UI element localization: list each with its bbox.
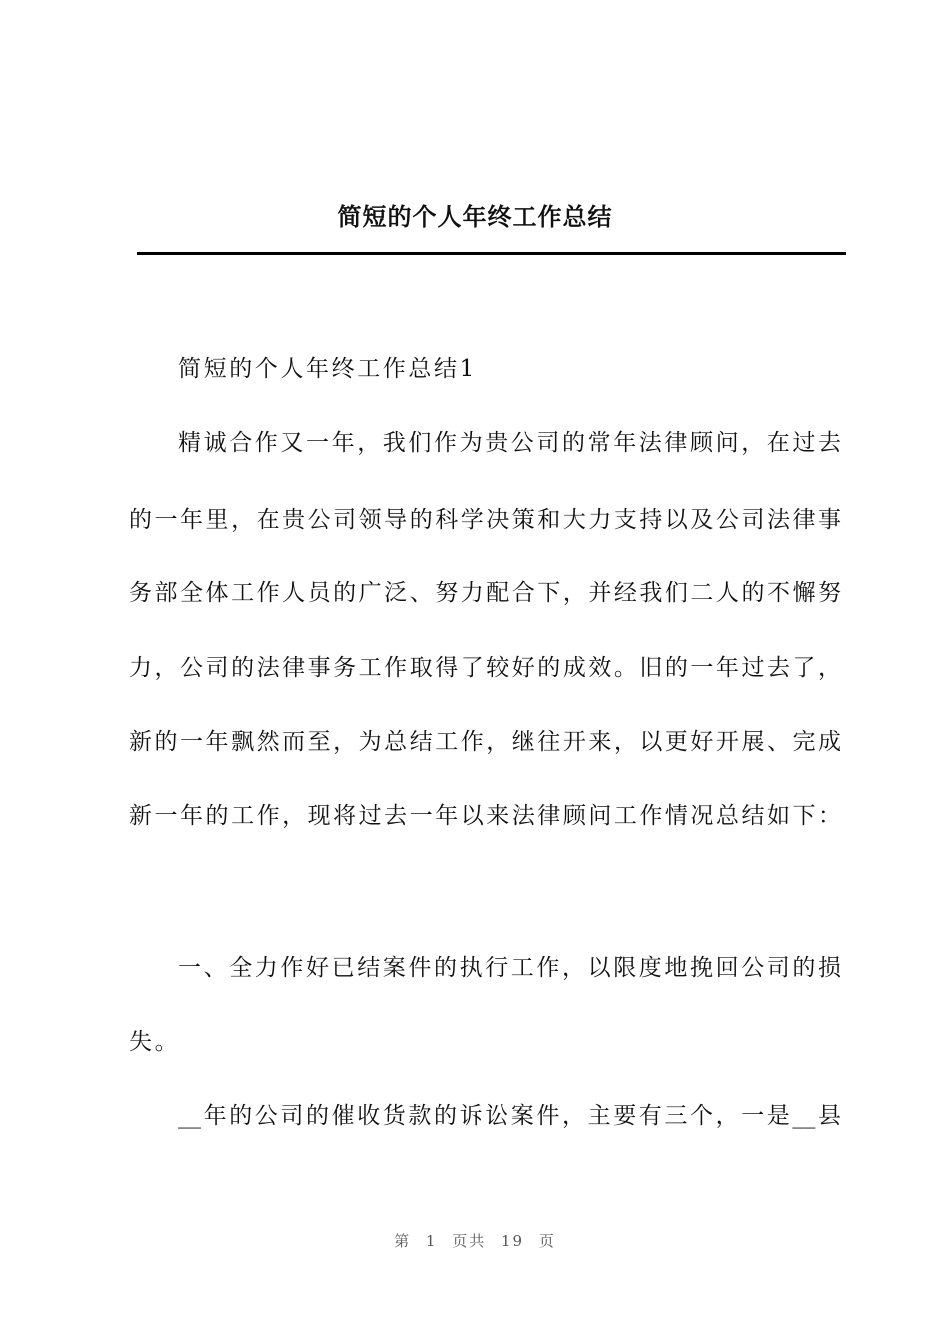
paragraph-line: 新的一年飘然而至，为总结工作，继往开来，以更好开展、完成 bbox=[129, 729, 841, 755]
paragraph-line: 务部全体工作人员的广泛、努力配合下，并经我们二人的不懈努 bbox=[129, 580, 841, 606]
paragraph-line: 一、全力作好已结案件的执行工作，以限度地挽回公司的损 bbox=[178, 955, 841, 981]
paragraph-line: 的一年里，在贵公司领导的科学决策和大力支持以及公司法律事 bbox=[129, 507, 841, 533]
paragraph-line: 失。 bbox=[129, 1029, 181, 1055]
title-rule bbox=[137, 252, 846, 255]
paragraph-line: 力，公司的法律事务工作取得了较好的成效。旧的一年过去了， bbox=[129, 655, 841, 681]
section-heading: 简短的个人年终工作总结1 bbox=[178, 356, 477, 382]
paragraph-line: 新一年的工作，现将过去一年以来法律顾问工作情况总结如下： bbox=[129, 803, 841, 829]
document-title: 简短的个人年终工作总结 bbox=[337, 203, 613, 231]
paragraph-line: __年的公司的催收货款的诉讼案件，主要有三个，一是__县 bbox=[178, 1103, 841, 1129]
paragraph-line: 精诚合作又一年，我们作为贵公司的常年法律顾问，在过去 bbox=[178, 430, 841, 456]
page-footer: 第 1 页共 19 页 bbox=[394, 1232, 556, 1250]
